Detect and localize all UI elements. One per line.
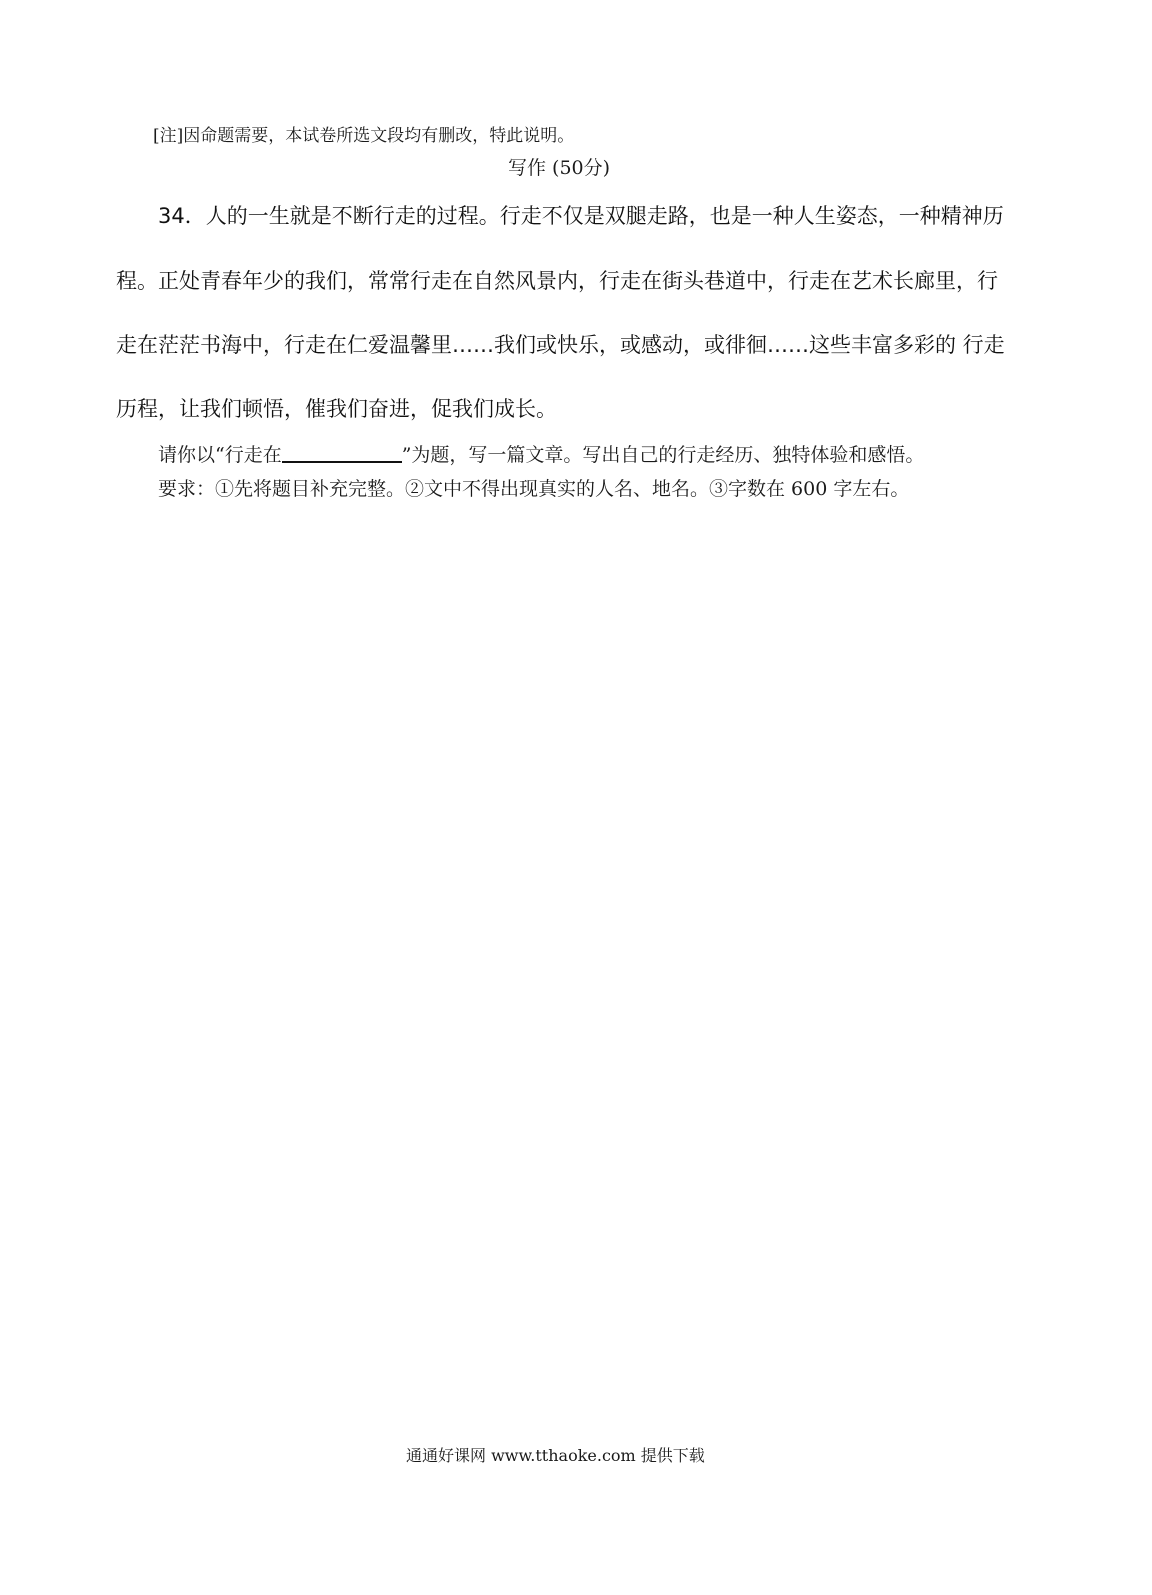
note-text: [注]因命题需要，本试卷所选文段均有删改，特此说明。 (153, 126, 575, 146)
writing-prompt (158, 440, 924, 467)
prompt-text-after: ”为题，写一篇文章。写出自己的行走经历、独特体验和感悟。 (401, 444, 925, 466)
question-line-1: 34．人的一生就是不断行走的过程。行走不仅是双腿走路，也是一种人生姿态，一种精神历 (158, 204, 1004, 228)
title-blank (282, 443, 402, 463)
question-line-2: 程。正处青春年少的我们，常常行走在自然风景内，行走在街头巷道中，行走在艺术长廊里，行 (116, 269, 998, 293)
footer-source: 通通好课网 www.tthaoke.com 提供下载 (406, 1446, 705, 1465)
section-title: 写作 (50分) (508, 157, 611, 179)
prompt-text-before: 请你以“行走在 (158, 444, 282, 466)
requirements: 要求：①先将题目补充完整。②文中不得出现真实的人名、地名。③字数在 600 字左右。 (158, 478, 910, 500)
question-line-4: 历程，让我们顿悟，催我们奋进，促我们成长。 (116, 397, 557, 421)
question-line-3: 走在茫茫书海中，行走在仁爱温馨里……我们或快乐，或感动，或徘徊……这些丰富多彩的 行走 (116, 333, 1005, 357)
